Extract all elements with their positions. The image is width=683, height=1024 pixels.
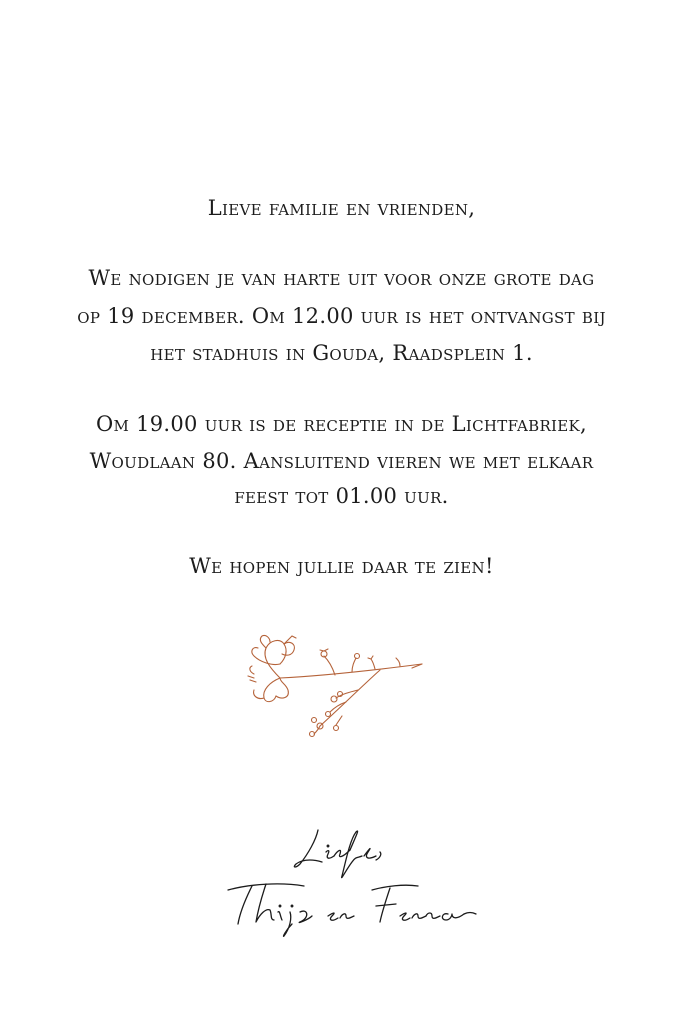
dried-flower-sprig-icon	[240, 628, 430, 743]
greeting: Lieve familie en vrienden,	[207, 196, 476, 220]
paragraph1-line2: op 19 december. Om 12.00 uur is het ontvangst bij	[77, 304, 606, 328]
handwritten-signature	[200, 820, 480, 940]
paragraph2-line1: Om 19.00 uur is de receptie in de Lichtfabriek,	[95, 412, 588, 436]
paragraph1-line1: We nodigen je van harte uit voor onze grote dag	[88, 266, 595, 290]
paragraph2-line2: Woudlaan 80. Aansluitend vieren we met elkaar	[89, 449, 594, 473]
closing-line: We hopen jullie daar te zien!	[189, 554, 494, 578]
paragraph1-line3: het stadhuis in Gouda, Raadsplein 1.	[150, 341, 533, 365]
paragraph2-line3: feest tot 01.00 uur.	[234, 484, 449, 508]
